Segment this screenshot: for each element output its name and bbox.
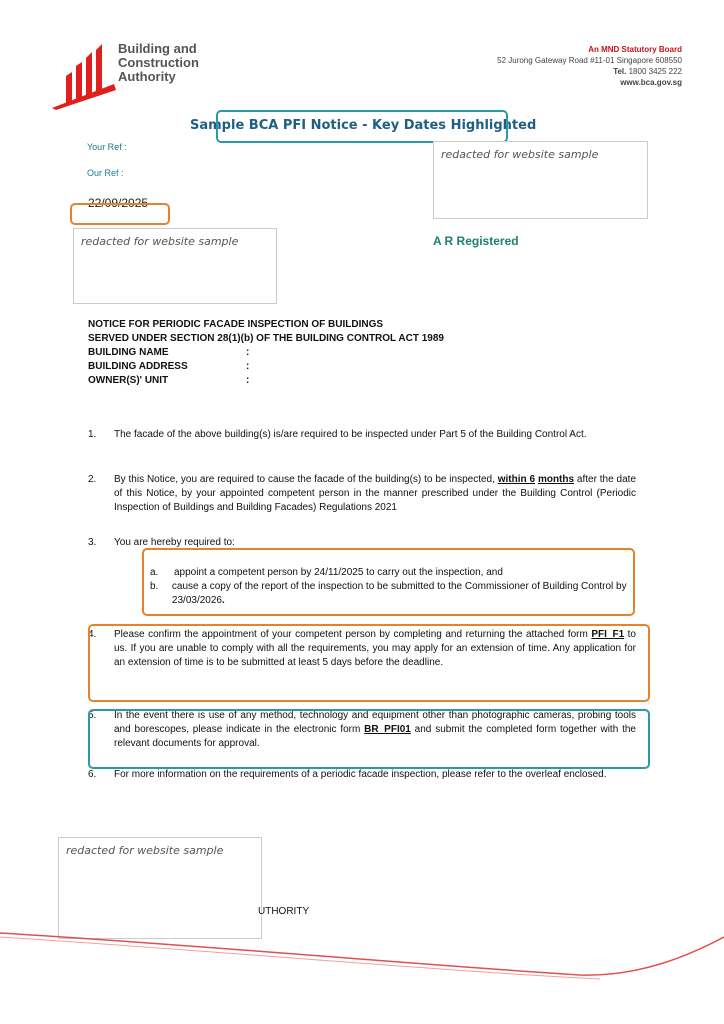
paragraph-4: 4. Please confirm the appointment of your competent person by completing and returning the attached form PFI_F1 to us. If you are unable to comply with all the requirements, you may apply for an extension of time. Any application for an extension of time is to be submitted at least 5 days before the deadline.: [88, 629, 636, 668]
bca-logo-icon: [52, 40, 120, 110]
paragraph-1: 1. The facade of the above building(s) is/are required to be inspected under Part 5 of the Building Control Act.: [88, 429, 587, 440]
footer-swoosh: [0, 925, 724, 985]
paragraph-5: 5. In the event there is use of any method, technology and equipment other than photographic cameras, probing tools and borescopes, please indicate in the electronic form BR_PFI01 and submit the completed form together with the relevant documents for approval.: [88, 710, 636, 749]
redacted-recipient-box: redacted for website sample: [433, 141, 648, 219]
redacted-addressee-box: redacted for website sample: [73, 228, 277, 304]
title-highlight: [216, 110, 508, 143]
paragraph-2: 2. By this Notice, you are required to cause the facade of the building(s) to be inspected, within 6 months after the date of this Notice, by your appointed competent person in the manner prescribed under the Building Control (Periodic Inspection of Buildings and Building Facades) Regulations 2021: [88, 474, 636, 513]
org-name: Building and Construction Authority: [118, 41, 199, 84]
paragraph-6: 6. For more information on the requirements of a periodic facade inspection, please refer to the overleaf enclosed.: [88, 769, 607, 780]
your-ref: Your Ref :: [87, 142, 127, 152]
our-ref: Our Ref :: [87, 168, 124, 178]
notice-date: 22/09/2025: [88, 196, 149, 210]
method-form-highlight: [88, 709, 650, 769]
page-title: Sample BCA PFI Notice - Key Dates Highlighted: [190, 118, 537, 133]
org-address: An MND Statutory Board 52 Jurong Gateway Road #11-01 Singapore 608550 Tel. 1800 3425 222 www.bca.gov.sg: [497, 45, 682, 87]
paragraph-3: 3. You are hereby required to:: [88, 537, 235, 548]
paragraph-3-items: a. appoint a competent person by 24/11/2025 to carry out the inspection, and b. cause a copy of the report of the inspection to be submitted to the Commissioner of Building Control by 23/03/2026.: [150, 567, 627, 606]
ar-registered: A R Registered: [433, 234, 519, 248]
date-highlight: [70, 203, 170, 225]
signature-authority: UTHORITY: [258, 906, 310, 917]
redacted-signature-box: redacted for website sample: [58, 837, 262, 939]
confirmation-highlight: [88, 624, 650, 702]
notice-header: NOTICE FOR PERIODIC FACADE INSPECTION OF BUILDINGS SERVED UNDER SECTION 28(1)(b) OF THE BUILDING CONTROL ACT 1989 BUILDING NAME : BUILDING ADDRESS : OWNER(S)' UNIT :: [88, 319, 444, 386]
deadlines-highlight: [142, 548, 635, 616]
